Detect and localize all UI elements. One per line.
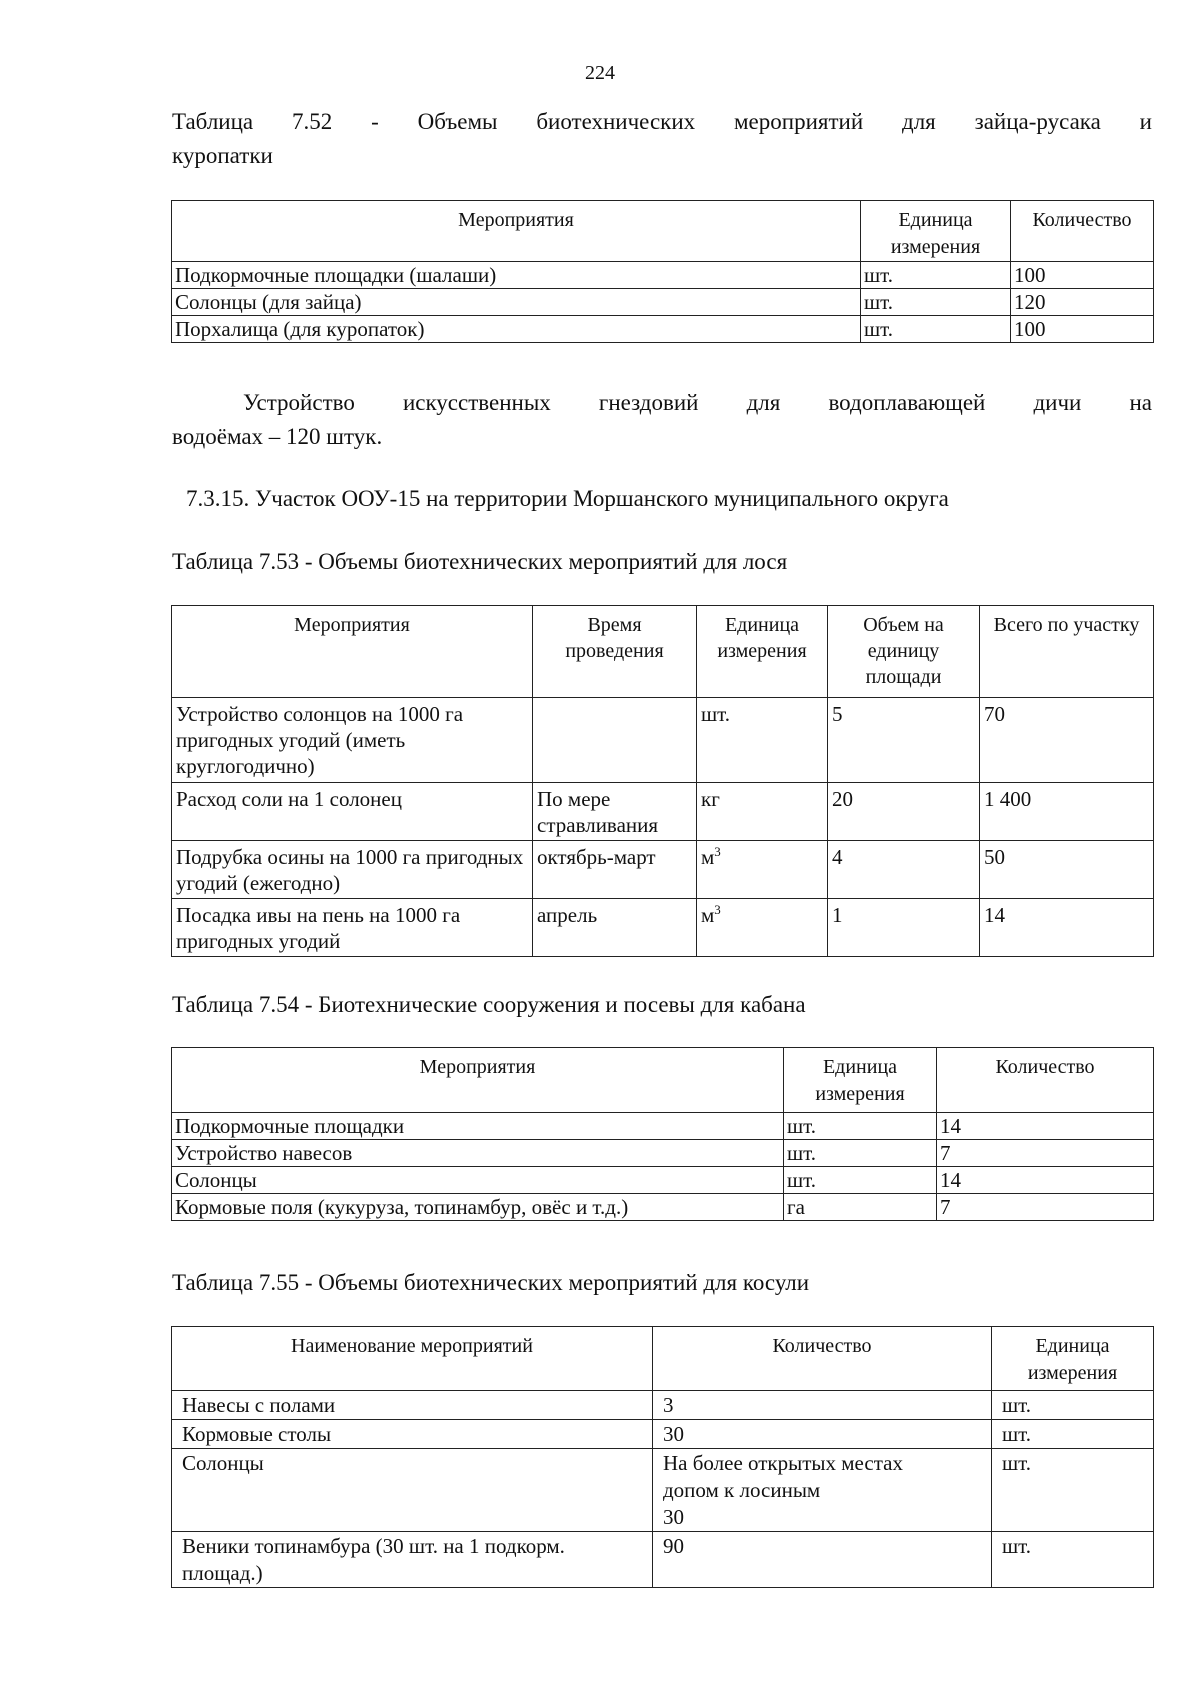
table-row <box>172 262 1154 289</box>
cell-time: По мере стравливания <box>533 783 697 841</box>
cell-time <box>533 698 697 783</box>
cell-unit: $м^3$ <box>697 899 828 957</box>
cell-unit: шт. <box>992 1532 1154 1588</box>
table-7-53 <box>171 605 1154 957</box>
unit-superscript: 3 <box>714 902 721 917</box>
table-row <box>172 1449 1154 1532</box>
cell-activity: Устройство солонцов на 1000 га пригодных угодий (иметь круглогодично) <box>172 698 533 783</box>
cell-volume: 1 <box>828 899 980 957</box>
cell-unit: шт. <box>861 316 1011 343</box>
cell-activity: Подрубка осины на 1000 га пригодных угодий (ежегодно) <box>172 841 533 899</box>
cell-quantity: 30 <box>653 1420 992 1449</box>
cell-quantity: 3 <box>653 1391 992 1420</box>
cell-unit: шт. <box>861 289 1011 316</box>
cell-volume: 5 <box>828 698 980 783</box>
cell-activity: Расход соли на 1 солонец <box>172 783 533 841</box>
cell-unit: кг <box>697 783 828 841</box>
cell-unit: шт. <box>697 698 828 783</box>
table-7-55 <box>171 1326 1154 1588</box>
cell-name: Кормовые столы <box>172 1420 653 1449</box>
cell-quantity: 100 <box>1011 316 1154 343</box>
table-caption-7-52-cont: куропатки <box>172 143 273 168</box>
col-header-time: Время проведения <box>533 606 697 698</box>
cell-quantity <box>653 1449 992 1532</box>
cell-unit: шт. <box>992 1420 1154 1449</box>
cell-total: 1 400 <box>980 783 1154 841</box>
cell-unit: шт. <box>784 1167 937 1194</box>
cell-quantity: 14 <box>937 1167 1154 1194</box>
col-header-unit: Единица измерения <box>784 1048 937 1113</box>
col-header-activities: Мероприятия <box>172 1048 784 1113</box>
cell-activity: Кормовые поля (кукуруза, топинамбур, овёс и т.д.) <box>172 1194 784 1221</box>
cell-quantity: 7 <box>937 1140 1154 1167</box>
table-row <box>172 316 1154 343</box>
quantity-line: На более открытых местах <box>663 1451 903 1475</box>
cell-unit: шт. <box>861 262 1011 289</box>
table-row <box>172 289 1154 316</box>
col-header-total: Всего по участку <box>980 606 1154 698</box>
cell-activity: Подкормочные площадки <box>172 1113 784 1140</box>
col-header-unit: Единица измерения <box>861 201 1011 262</box>
table-row <box>172 1140 1154 1167</box>
cell-quantity: 14 <box>937 1113 1154 1140</box>
table-caption-7-53: Таблица 7.53 - Объемы биотехнических мероприятий для лося <box>172 549 788 574</box>
table-row <box>172 783 1154 841</box>
cell-quantity: 100 <box>1011 262 1154 289</box>
col-header-quantity: Количество <box>1011 201 1154 262</box>
table-caption-7-55: Таблица 7.55 - Объемы биотехнических мероприятий для косули <box>172 1270 810 1295</box>
table-row <box>172 899 1154 957</box>
table-caption-7-52: Таблица 7.52 - Объемы биотехнических мероприятий для зайца-русака и <box>172 109 1152 134</box>
section-heading: 7.3.15. Участок ООУ-15 на территории Моршанского муниципального округа <box>186 486 949 511</box>
cell-quantity: 7 <box>937 1194 1154 1221</box>
cell-activity: Подкормочные площадки (шалаши) <box>172 262 861 289</box>
col-header-name: Наименование мероприятий <box>172 1327 653 1391</box>
table-7-52 <box>171 200 1154 343</box>
table-row <box>172 698 1154 783</box>
cell-activity: Посадка ивы на пень на 1000 га пригодных угодий <box>172 899 533 957</box>
cell-quantity: 120 <box>1011 289 1154 316</box>
table-caption-7-54: Таблица 7.54 - Биотехнические сооружения и посевы для кабана <box>172 992 806 1017</box>
cell-name: Солонцы <box>172 1449 653 1532</box>
paragraph-nesting: Устройство искусственных гнездовий для водоплавающей дичи на <box>243 390 1152 415</box>
cell-volume: 20 <box>828 783 980 841</box>
cell-unit: шт. <box>784 1113 937 1140</box>
col-header-quantity: Количество <box>937 1048 1154 1113</box>
cell-total: 50 <box>980 841 1154 899</box>
cell-time: октябрь-март <box>533 841 697 899</box>
table-row <box>172 841 1154 899</box>
cell-activity: Солонцы <box>172 1167 784 1194</box>
table-row <box>172 1167 1154 1194</box>
col-header-activities: Мероприятия <box>172 201 861 262</box>
table-row <box>172 1391 1154 1420</box>
quantity-line: 30 <box>663 1505 684 1529</box>
table-row <box>172 1194 1154 1221</box>
unit-superscript: 3 <box>714 844 721 859</box>
col-header-unit: Единица измерения <box>697 606 828 698</box>
table-row <box>172 1420 1154 1449</box>
cell-quantity: 90 <box>653 1532 992 1588</box>
cell-unit: шт. <box>784 1140 937 1167</box>
col-header-quantity: Количество <box>653 1327 992 1391</box>
cell-activity: Порхалища (для куропаток) <box>172 316 861 343</box>
cell-unit: $м^3$ <box>697 841 828 899</box>
table-row <box>172 1113 1154 1140</box>
cell-unit: га <box>784 1194 937 1221</box>
cell-name: Веники топинамбура (30 шт. на 1 подкорм. площад.) <box>172 1532 653 1588</box>
cell-total: 14 <box>980 899 1154 957</box>
cell-unit: шт. <box>992 1449 1154 1532</box>
table-row <box>172 1532 1154 1588</box>
cell-activity: Солонцы (для зайца) <box>172 289 861 316</box>
cell-name: Навесы с полами <box>172 1391 653 1420</box>
cell-unit: шт. <box>992 1391 1154 1420</box>
cell-total: 70 <box>980 698 1154 783</box>
paragraph-nesting-cont: водоёмах – 120 штук. <box>172 424 383 449</box>
cell-activity: Устройство навесов <box>172 1140 784 1167</box>
cell-time: апрель <box>533 899 697 957</box>
page-number: 224 <box>585 62 615 84</box>
table-7-54 <box>171 1047 1154 1221</box>
col-header-activities: Мероприятия <box>172 606 533 698</box>
quantity-line: допом к лосиным <box>663 1478 821 1502</box>
col-header-unit: Единица измерения <box>992 1327 1154 1391</box>
col-header-volume-per-area: Объем на единицу площади <box>828 606 980 698</box>
cell-volume: 4 <box>828 841 980 899</box>
